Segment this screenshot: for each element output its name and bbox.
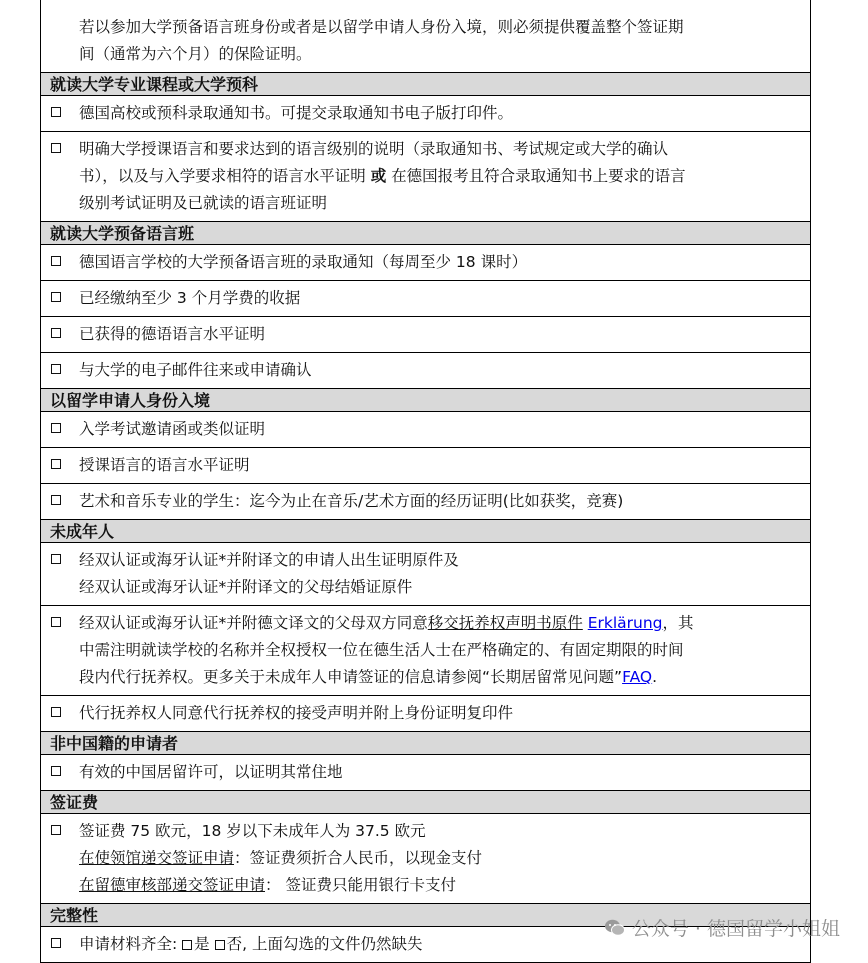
list-item: 已经缴纳至少 3 个月学费的收据	[41, 280, 810, 316]
list-item: 已获得的德语语言水平证明	[41, 316, 810, 352]
list-item: 授课语言的语言水平证明	[41, 447, 810, 483]
list-item: 明确大学授课语言和要求达到的语言级别的说明（录取通知书、考试规定或大学的确认 书），以及与入学要求相符的语言水平证明 或 在德国报考且符合录取通知书上要求的语言 级别考试证明及已就读的语言班证明	[41, 131, 810, 221]
wechat-icon	[604, 918, 626, 938]
list-item: 申请材料齐全: 是 否, 上面勾选的文件仍然缺失	[41, 926, 810, 962]
list-item: 入学考试邀请函或类似证明	[41, 411, 810, 447]
watermark-text: 公众号 · 德国留学小姐姐	[631, 918, 840, 940]
checkbox-icon[interactable]	[51, 107, 61, 117]
list-item: 有效的中国居留许可，以证明其常住地	[41, 754, 810, 790]
intro-line-2: 间（通常为六个月）的保险证明。	[79, 45, 312, 63]
checkbox-icon[interactable]	[51, 825, 61, 835]
checkbox-icon[interactable]	[51, 328, 61, 338]
section-header-university: 就读大学专业课程或大学预科	[41, 72, 810, 95]
checkbox-icon[interactable]	[51, 459, 61, 469]
section-header-visa-fee: 签证费	[41, 790, 810, 813]
section-header-study-applicant: 以留学申请人身份入境	[41, 388, 810, 411]
checkbox-yes-icon[interactable]	[182, 940, 192, 950]
checkbox-icon[interactable]	[51, 617, 61, 627]
list-item: 德国高校或预科录取通知书。可提交录取通知书电子版打印件。	[41, 95, 810, 131]
checkbox-icon[interactable]	[51, 495, 61, 505]
section-header-language-course: 就读大学预备语言班	[41, 221, 810, 244]
list-item: 德国语言学校的大学预备语言班的录取通知（每周至少 18 课时）	[41, 244, 810, 280]
list-item: 艺术和音乐专业的学生：迄今为止在音乐/艺术方面的经历证明(比如获奖，竞赛)	[41, 483, 810, 519]
section-header-minor: 未成年人	[41, 519, 810, 542]
checkbox-icon[interactable]	[51, 423, 61, 433]
watermark	[604, 914, 840, 941]
erklaerung-link[interactable]: Erklärung	[587, 614, 663, 632]
checkbox-icon[interactable]	[51, 292, 61, 302]
checkbox-icon[interactable]	[51, 938, 61, 948]
section-header-non-chinese: 非中国籍的申请者	[41, 731, 810, 754]
faq-link[interactable]: FAQ	[622, 668, 653, 686]
list-item: 经双认证或海牙认证*并附德文译文的父母双方同意移交抚养权声明书原件 Erklärung，其 中需注明就读学校的名称并全权授权一位在德生活人士在严格确定的、有固定期限的时间 段内代行抚养权。更多关于未成年人申请签证的信息请参阅“长期居留常见问题”FAQ.	[41, 605, 810, 695]
checkbox-icon[interactable]	[51, 554, 61, 564]
checkbox-icon[interactable]	[51, 256, 61, 266]
section-header-completeness: 完整性	[41, 903, 810, 926]
checklist-table	[40, 0, 811, 963]
list-item: 经双认证或海牙认证*并附译文的申请人出生证明原件及 经双认证或海牙认证*并附译文的父母结婚证原件	[41, 542, 810, 605]
checkbox-icon[interactable]	[51, 364, 61, 374]
intro-row	[41, 0, 810, 72]
list-item: 签证费 75 欧元，18 岁以下未成年人为 37.5 欧元 在使领馆递交签证申请：签证费须折合人民币，以现金支付 在留德审核部递交签证申请： 签证费只能用银行卡支付	[41, 813, 810, 903]
list-item: 与大学的电子邮件往来或申请确认	[41, 352, 810, 388]
list-item: 代行抚养权人同意代行抚养权的接受声明并附上身份证明复印件	[41, 695, 810, 731]
checkbox-icon[interactable]	[51, 143, 61, 153]
checkbox-icon[interactable]	[51, 707, 61, 717]
intro-line-1: 若以参加大学预备语言班身份或者是以留学申请人身份入境，则必须提供覆盖整个签证期	[79, 18, 684, 36]
checkbox-no-icon[interactable]	[215, 940, 225, 950]
checkbox-icon[interactable]	[51, 766, 61, 776]
